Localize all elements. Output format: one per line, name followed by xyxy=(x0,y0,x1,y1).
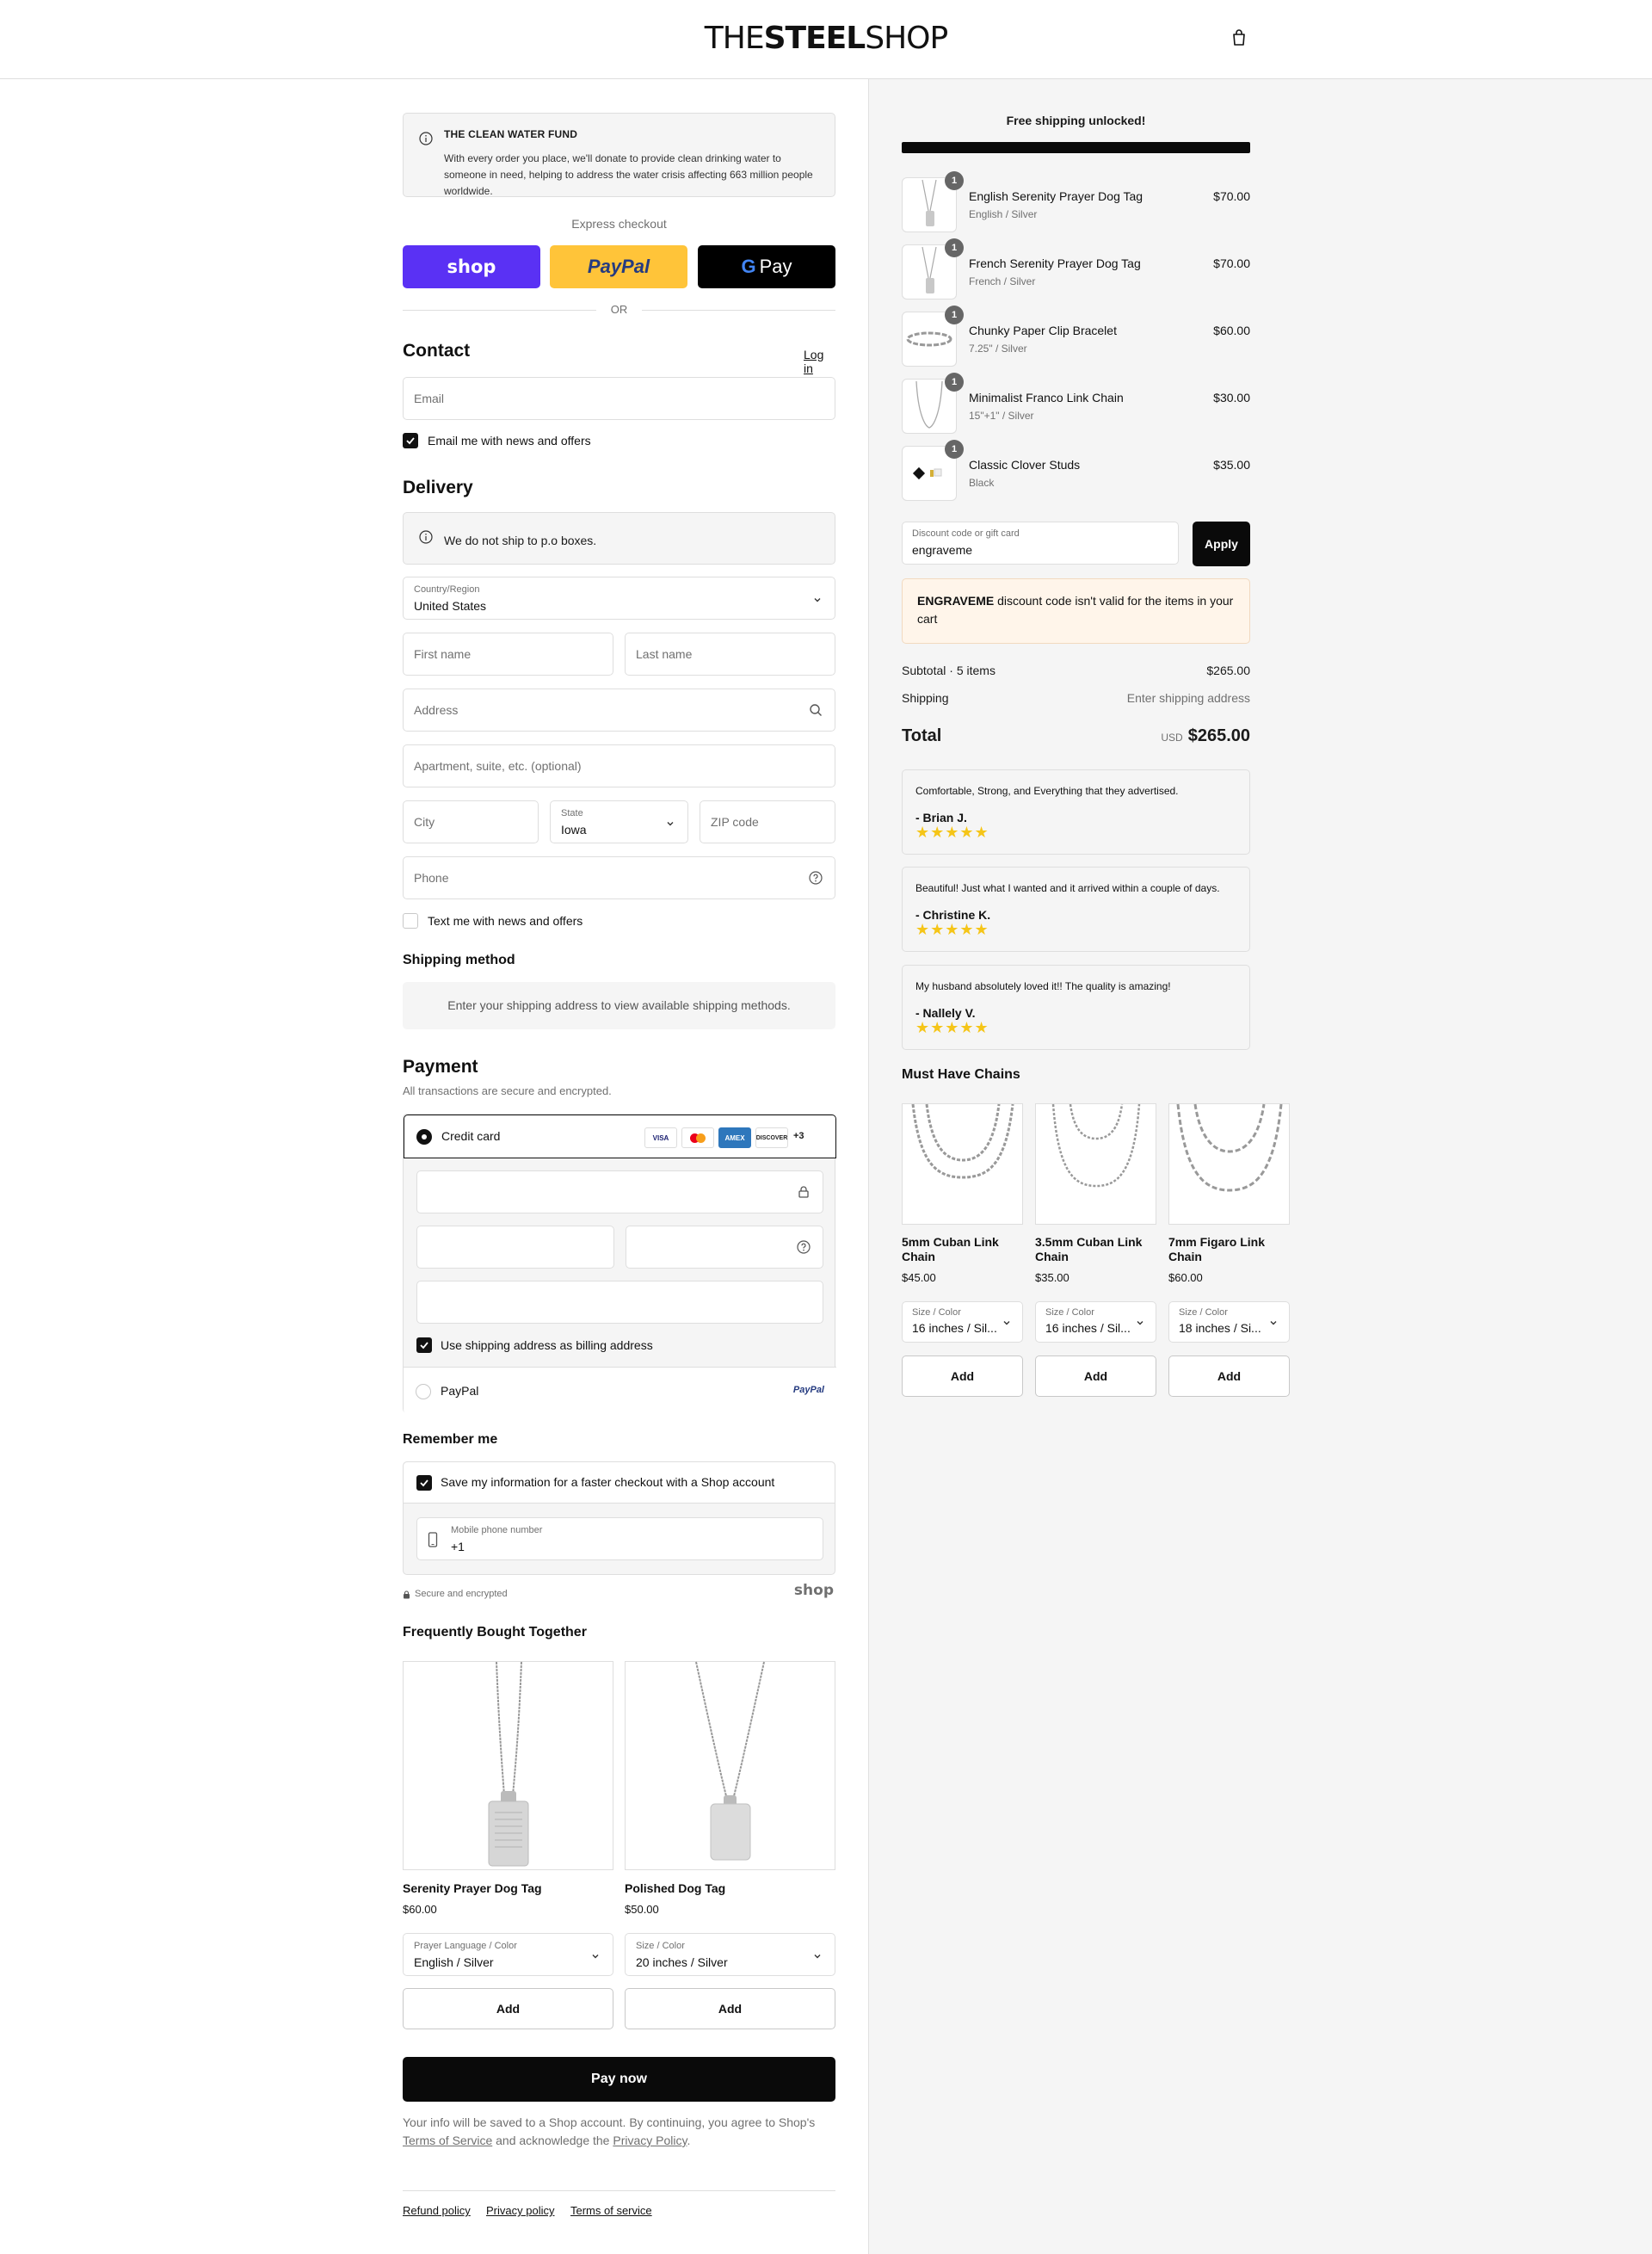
credit-card-radio[interactable] xyxy=(416,1129,432,1145)
cart-item-price: $70.00 xyxy=(1213,256,1250,270)
help-circle-icon[interactable] xyxy=(797,1240,811,1254)
visa-icon: VISA xyxy=(644,1127,677,1148)
quantity-badge: 1 xyxy=(945,373,964,392)
chain-product-price: $45.00 xyxy=(902,1271,936,1284)
review-quote: Beautiful! Just what I wanted and it arrived within a couple of days. xyxy=(915,882,1220,894)
shipping-value: Enter shipping address xyxy=(1126,691,1250,705)
apartment-field[interactable]: Apartment, suite, etc. (optional) xyxy=(403,744,835,787)
first-name-field[interactable]: First name xyxy=(403,633,613,676)
discount-error-message: ENGRAVEME discount code isn't valid for the items in your cart xyxy=(902,578,1250,644)
chain-product-image[interactable] xyxy=(1168,1103,1290,1225)
login-link[interactable]: Log in xyxy=(804,348,824,375)
remember-me-heading: Remember me xyxy=(403,1432,498,1447)
mastercard-icon xyxy=(681,1127,714,1148)
review-quote: Comfortable, Strong, and Everything that they advertised. xyxy=(915,785,1179,797)
privacy-policy-link[interactable]: Privacy Policy xyxy=(613,2134,687,2147)
po-box-notice-text: We do not ship to p.o boxes. xyxy=(444,534,597,547)
discover-icon: DISCOVER xyxy=(755,1127,788,1148)
help-circle-icon[interactable] xyxy=(809,871,823,885)
pay-now-button[interactable]: Pay now xyxy=(403,2057,835,2102)
fbt-product-image[interactable] xyxy=(403,1661,613,1870)
payment-methods xyxy=(403,1114,835,1413)
google-pay-button[interactable]: G Pay xyxy=(698,245,835,288)
subtotal-label: Subtotal · 5 items xyxy=(902,664,996,677)
address-field[interactable]: Address xyxy=(403,689,835,732)
save-info-label: Save my information for a faster checkout with a Shop account xyxy=(441,1475,775,1489)
chevron-down-icon xyxy=(1002,1318,1012,1328)
privacy-policy-footer-link[interactable]: Privacy policy xyxy=(486,2204,555,2217)
cart-item-name: English Serenity Prayer Dog Tag xyxy=(969,189,1143,203)
info-icon xyxy=(419,530,433,544)
state-select[interactable]: State Iowa xyxy=(550,800,688,843)
text-me-label: Text me with news and offers xyxy=(428,914,583,928)
phone-field[interactable]: Phone xyxy=(403,856,835,899)
fbt-product-name[interactable]: Serenity Prayer Dog Tag xyxy=(403,1881,542,1895)
newsletter-label: Email me with news and offers xyxy=(428,434,591,448)
cart-item-variant: French / Silver xyxy=(969,275,1036,287)
po-box-notice xyxy=(403,512,835,565)
delivery-heading: Delivery xyxy=(403,478,473,497)
remember-me-box xyxy=(403,1461,835,1575)
cart-item-price: $60.00 xyxy=(1213,324,1250,337)
payment-subtitle: All transactions are secure and encrypted. xyxy=(403,1084,612,1097)
cart-item-name: French Serenity Prayer Dog Tag xyxy=(969,256,1141,270)
quantity-badge: 1 xyxy=(945,440,964,459)
review-author: - Nallely V. xyxy=(915,1006,976,1020)
chevron-down-icon xyxy=(665,818,675,829)
shop-pay-button[interactable]: shop xyxy=(403,245,540,288)
billing-same-checkbox[interactable] xyxy=(416,1337,432,1353)
paypal-radio[interactable] xyxy=(416,1384,431,1399)
paypal-option[interactable] xyxy=(404,1367,836,1414)
newsletter-checkbox[interactable] xyxy=(403,433,418,448)
lock-icon xyxy=(403,1590,410,1599)
cart-item-variant: 7.25" / Silver xyxy=(969,343,1027,355)
amex-icon: AMEX xyxy=(718,1127,751,1148)
fbt-product-image[interactable] xyxy=(625,1661,835,1870)
express-checkout-label: Express checkout xyxy=(571,217,667,231)
shipping-method-notice: Enter your shipping address to view available shipping methods. xyxy=(403,982,835,1029)
cart-item-variant: 15"+1" / Silver xyxy=(969,410,1034,422)
fbt-add-button[interactable]: Add xyxy=(403,1988,613,2029)
chain-product-name[interactable]: 3.5mm Cuban Link Chain xyxy=(1035,1235,1143,1263)
chevron-down-icon xyxy=(812,1951,823,1961)
currency-code: USD xyxy=(1161,732,1183,744)
chain-product-name[interactable]: 7mm Figaro Link Chain xyxy=(1168,1235,1266,1263)
or-divider: OR xyxy=(403,301,835,318)
chain-add-button[interactable]: Add xyxy=(1168,1355,1290,1397)
subtotal-value: $265.00 xyxy=(1206,664,1250,677)
email-field[interactable]: Email xyxy=(403,377,835,420)
chain-product-name[interactable]: 5mm Cuban Link Chain xyxy=(902,1235,999,1263)
cart-item-price: $30.00 xyxy=(1213,391,1250,404)
discount-code-field[interactable]: Discount code or gift card engraveme xyxy=(902,522,1179,565)
mobile-phone-icon xyxy=(428,1532,438,1547)
paypal-logo: PayPal xyxy=(792,1385,824,1395)
header xyxy=(0,0,1652,79)
fbt-option-select[interactable]: Size / Color 20 inches / Silver xyxy=(625,1933,835,1976)
lock-icon xyxy=(797,1185,811,1199)
paypal-button[interactable]: PayPal xyxy=(550,245,687,288)
secure-encrypted-text: Secure and encrypted xyxy=(415,1589,508,1599)
chains-carousel[interactable] xyxy=(902,79,1266,1405)
fbt-option-select[interactable]: Prayer Language / Color English / Silver xyxy=(403,1933,613,1976)
clean-water-fund-notice xyxy=(403,113,835,197)
mobile-phone-field[interactable]: Mobile phone number +1 xyxy=(416,1517,823,1560)
shop-logo: shop xyxy=(793,1582,834,1599)
shopping-bag-icon[interactable] xyxy=(1229,28,1249,48)
fbt-product-price: $50.00 xyxy=(625,1903,659,1916)
fund-title: THE CLEAN WATER FUND xyxy=(444,128,578,140)
total-label: Total xyxy=(902,726,942,745)
chevron-down-icon xyxy=(590,1951,601,1961)
total-value: USD $265.00 xyxy=(1161,726,1250,745)
cart-item-price: $35.00 xyxy=(1213,458,1250,472)
review-quote: My husband absolutely loved it!! The quality is amazing! xyxy=(915,980,1171,992)
search-icon xyxy=(809,703,823,717)
legal-text: Your info will be saved to a Shop account. By continuing, you agree to Shop's Terms of Service and acknowledge the Privacy Policy. xyxy=(403,2115,816,2147)
billing-same-label: Use shipping address as billing address xyxy=(441,1338,653,1352)
quantity-badge: 1 xyxy=(945,306,964,324)
cart-item-name: Chunky Paper Clip Bracelet xyxy=(969,324,1117,337)
free-shipping-message: Free shipping unlocked! xyxy=(1006,114,1146,127)
chain-option-select[interactable]: Size / Color 16 inches / Sil... xyxy=(902,1301,1023,1343)
contact-heading: Contact xyxy=(403,341,471,361)
expiry-field[interactable] xyxy=(416,1226,614,1269)
chain-product-image[interactable] xyxy=(902,1103,1023,1225)
fund-text: With every order you place, we'll donate to provide clean drinking water to someone in need, helping to address the water crisis affecting 663 million people worldwide. xyxy=(444,152,813,197)
paypal-label: PayPal xyxy=(441,1384,479,1398)
star-rating-icon: ★★★★★ xyxy=(915,921,989,938)
quantity-badge: 1 xyxy=(945,238,964,257)
footer-divider xyxy=(403,2190,835,2191)
chain-option-select[interactable]: Size / Color 16 inches / Sil... xyxy=(1035,1301,1156,1343)
country-select[interactable]: Country/Region United States xyxy=(403,577,835,620)
cart-item-name: Minimalist Franco Link Chain xyxy=(969,391,1124,404)
security-code-field[interactable] xyxy=(626,1226,823,1269)
store-logo[interactable]: THESTEELSHOP xyxy=(704,21,948,56)
cart-item-variant: Black xyxy=(969,477,995,489)
zip-field[interactable]: ZIP code xyxy=(700,800,835,843)
last-name-field[interactable]: Last name xyxy=(625,633,835,676)
google-g-icon: G xyxy=(741,256,756,277)
fbt-product-name[interactable]: Polished Dog Tag xyxy=(625,1881,726,1895)
review-author: - Brian J. xyxy=(915,811,967,824)
info-icon xyxy=(419,132,433,145)
card-number-field[interactable] xyxy=(416,1170,823,1213)
name-on-card-field[interactable] xyxy=(416,1281,823,1324)
chevron-down-icon xyxy=(812,595,823,605)
chain-add-button[interactable]: Add xyxy=(1035,1355,1156,1397)
apply-discount-button[interactable]: Apply xyxy=(1193,522,1250,566)
credit-card-option[interactable] xyxy=(404,1115,836,1158)
terms-of-service-link[interactable]: Terms of Service xyxy=(403,2134,493,2147)
more-cards-badge: +3 xyxy=(793,1131,804,1141)
star-rating-icon: ★★★★★ xyxy=(915,1019,989,1036)
chain-option-select[interactable]: Size / Color 18 inches / Si... xyxy=(1168,1301,1290,1343)
credit-card-label: Credit card xyxy=(441,1129,501,1143)
shipping-method-heading: Shipping method xyxy=(403,953,515,967)
payment-heading: Payment xyxy=(403,1057,478,1077)
chevron-down-icon xyxy=(1135,1318,1145,1328)
cart-item-variant: English / Silver xyxy=(969,208,1038,220)
review-author: - Christine K. xyxy=(915,908,991,922)
star-rating-icon: ★★★★★ xyxy=(915,824,989,841)
chevron-down-icon xyxy=(1268,1318,1279,1328)
chain-product-price: $60.00 xyxy=(1168,1271,1203,1284)
save-info-checkbox[interactable] xyxy=(416,1475,432,1491)
fbt-heading: Frequently Bought Together xyxy=(403,1625,587,1640)
fbt-add-button[interactable]: Add xyxy=(625,1988,835,2029)
must-have-chains-heading: Must Have Chains xyxy=(902,1067,1020,1082)
chain-product-image[interactable] xyxy=(1035,1103,1156,1225)
fbt-product-price: $60.00 xyxy=(403,1903,437,1916)
quantity-badge: 1 xyxy=(945,171,964,190)
terms-of-service-footer-link[interactable]: Terms of service xyxy=(570,2204,652,2217)
chain-add-button[interactable]: Add xyxy=(902,1355,1023,1397)
chain-product-price: $35.00 xyxy=(1035,1271,1069,1284)
refund-policy-link[interactable]: Refund policy xyxy=(403,2204,471,2217)
city-field[interactable]: City xyxy=(403,800,539,843)
cart-item-price: $70.00 xyxy=(1213,189,1250,203)
cart-item-name: Classic Clover Studs xyxy=(969,458,1081,472)
shipping-label: Shipping xyxy=(902,691,949,705)
text-me-checkbox[interactable] xyxy=(403,913,418,929)
